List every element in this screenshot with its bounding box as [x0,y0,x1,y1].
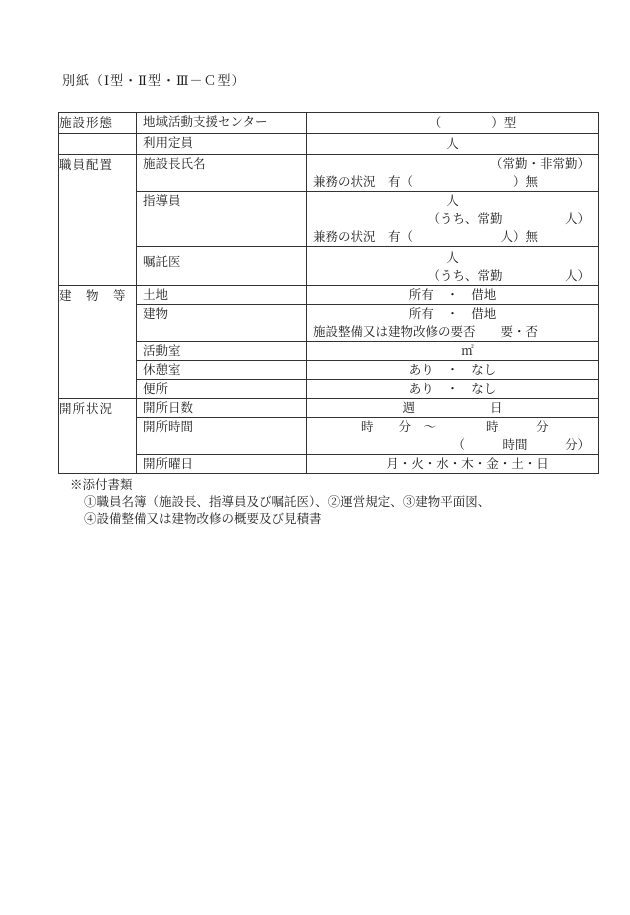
label-open-hours: 開所時間 [143,419,194,434]
label-open-days: 開所日数 [143,400,194,415]
row-land [59,286,599,305]
category-opening: 開所状況 [59,399,137,474]
instructor-count[interactable]: 人 [446,193,459,208]
value-toilet[interactable]: あり ・ なし [408,381,497,396]
row-toilet [59,380,599,399]
doctor-fulltime[interactable]: （うち、常勤 人） [427,268,590,283]
label-structure: 建物 [143,306,169,321]
value-facility-type[interactable]: （ ）型 [428,115,517,130]
value-users[interactable]: 人 [446,136,459,151]
structure-ownership[interactable]: 所有 ・ 借地 [408,306,497,321]
director-employment[interactable]: （常勤・非常勤） [489,156,590,171]
row-facility-type [59,113,599,134]
row-users [59,134,599,155]
value-rest-room[interactable]: あり ・ なし [408,362,497,377]
instructor-concurrent[interactable]: 兼務の状況 有（ 人）無 [313,229,539,244]
value-land[interactable]: 所有 ・ 借地 [408,287,497,302]
label-instructor: 指導員 [143,193,181,208]
row-open-weekdays [59,455,599,474]
row-open-hours [59,418,599,455]
value-open-days[interactable]: 週 日 [402,400,503,415]
application-form-table [58,112,599,474]
notes-line-1: ①職員名簿（施設長、指導員及び嘱託医）、②運営規定、③建物平面図、 [84,494,491,509]
category-facility-type: 施設形態 [59,113,137,134]
category-building: 建 物 等 [59,286,137,399]
notes-heading: ※添付書類 [70,477,133,492]
doctor-count[interactable]: 人 [446,250,459,265]
value-open-weekdays[interactable]: 月・火・水・木・金・土・日 [386,456,549,471]
row-director [59,155,599,192]
open-hours-total[interactable]: （ 時間 分） [452,437,590,452]
row-open-days [59,399,599,418]
label-activity-room: 活動室 [143,343,181,358]
row-structure [59,305,599,342]
label-open-weekdays: 開所曜日 [143,456,194,471]
label-director: 施設長氏名 [143,156,206,171]
row-activity-room [59,342,599,361]
attachments-notes [70,476,490,527]
structure-renovation[interactable]: 施設整備又は建物改修の要否 要・否 [313,324,539,339]
open-hours-range[interactable]: 時 分 ～ 時 分 [361,419,549,434]
category-staff: 職員配置 [59,155,137,286]
label-users: 利用定員 [143,135,194,150]
notes-line-2: ④設備整備又は建物改修の概要及び見積書 [84,511,322,526]
label-doctor: 嘱託医 [143,254,181,269]
label-land: 土地 [143,287,169,302]
label-toilet: 便所 [143,381,169,396]
label-facility-type: 地域活動支援センター [143,114,268,129]
row-doctor [59,247,599,286]
category-blank [59,134,137,155]
page-title: 別紙（Ⅰ型・Ⅱ型・Ⅲ－Ｃ型） [62,74,246,89]
label-rest-room: 休憩室 [143,362,181,377]
value-activity-room[interactable]: ㎡ [461,343,474,358]
row-rest-room [59,361,599,380]
row-instructor [59,192,599,247]
director-concurrent[interactable]: 兼務の状況 有（ ）無 [313,174,539,189]
instructor-fulltime[interactable]: （うち、常勤 人） [427,211,590,226]
